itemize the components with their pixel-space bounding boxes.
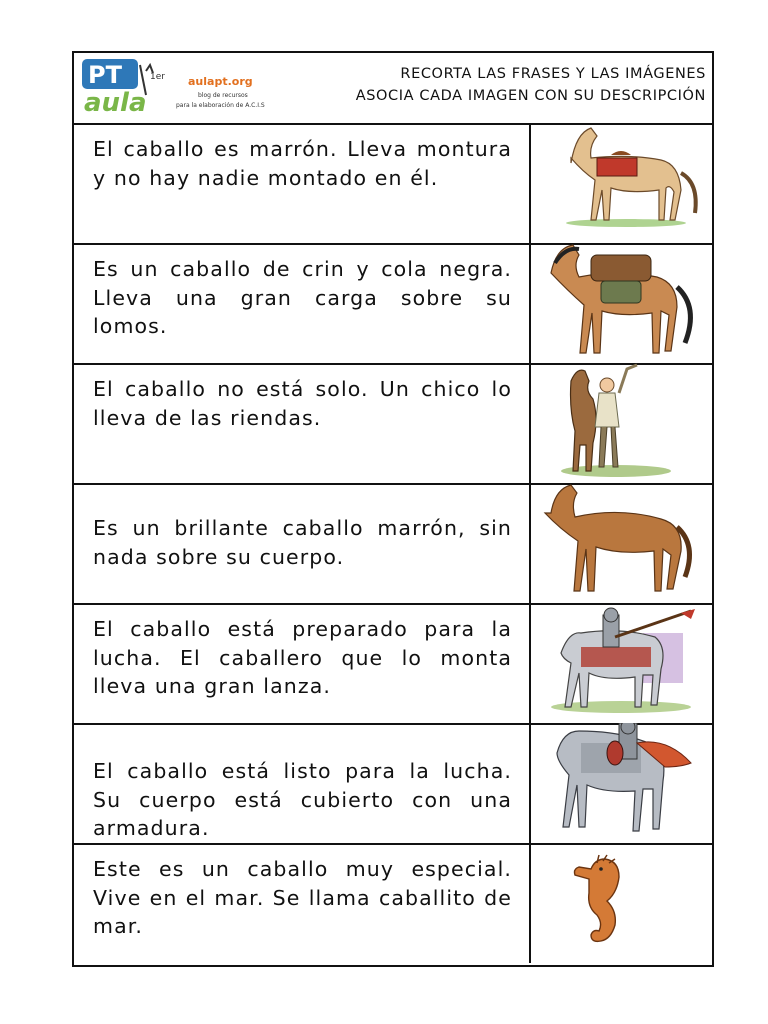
seahorse-icon: [531, 843, 712, 961]
logo-tagline-1: blog de recursos: [198, 92, 248, 99]
image-cell: [531, 723, 712, 843]
description-cell: [74, 123, 531, 243]
match-row: [74, 843, 712, 963]
description-cell: [74, 483, 531, 603]
saddled-horse-icon: [531, 123, 712, 241]
match-row: [74, 483, 712, 605]
image-cell: [531, 363, 712, 483]
description-cell: [74, 723, 531, 843]
boy-leading-horse-icon: [531, 363, 712, 481]
description-text: El caballo es marrón. Lleva montura y no hay nadie montado en él.: [93, 137, 512, 190]
description-text: Es un brillante caballo marrón, sin nada sobre su cuerpo.: [93, 516, 512, 569]
description-text: El caballo está preparado para la lucha. El caballero que lo monta lleva una gran lanza.: [93, 617, 512, 698]
description-text: Es un caballo de crin y cola negra. Lleva una gran carga sobre su lomos.: [93, 257, 512, 338]
armored-horse-icon: [531, 723, 712, 841]
image-cell: [531, 603, 712, 723]
worksheet-header: [74, 53, 712, 125]
image-cell: [531, 123, 712, 243]
pack-horse-icon: [531, 243, 712, 361]
worksheet: [72, 51, 714, 967]
logo: [80, 57, 270, 117]
instruction-line-1: RECORTA LAS FRASES Y LAS IMÁGENES: [400, 66, 706, 82]
description-cell: [74, 603, 531, 723]
description-text: El caballo no está solo. Un chico lo lleva de las riendas.: [93, 377, 512, 430]
description-text: El caballo está listo para la lucha. Su cuerpo está cubierto con una armadura.: [93, 759, 512, 840]
match-row: [74, 723, 712, 845]
match-row: [74, 603, 712, 725]
description-text: Este es un caballo muy especial. Vive en el mar. Se llama caballito de mar.: [93, 857, 512, 938]
instructions: [356, 63, 706, 107]
description-cell: [74, 363, 531, 483]
svg-text:1er: 1er: [150, 72, 165, 82]
description-cell: [74, 243, 531, 363]
logo-tagline-2: para la elaboración de A.C.I.S: [176, 102, 265, 109]
logo-site: aulapt.org: [188, 75, 253, 88]
image-cell: [531, 843, 712, 963]
svg-text:aula: aula: [84, 88, 147, 117]
bare-horse-icon: [531, 483, 712, 601]
match-row: [74, 243, 712, 365]
image-cell: [531, 483, 712, 603]
instruction-line-2: ASOCIA CADA IMAGEN CON SU DESCRIPCIÓN: [355, 88, 706, 104]
description-cell: [74, 843, 531, 963]
match-row: [74, 363, 712, 485]
knight-lance-horse-icon: [531, 603, 712, 721]
image-cell: [531, 243, 712, 363]
match-row: [74, 123, 712, 245]
svg-text:PT: PT: [88, 61, 122, 89]
